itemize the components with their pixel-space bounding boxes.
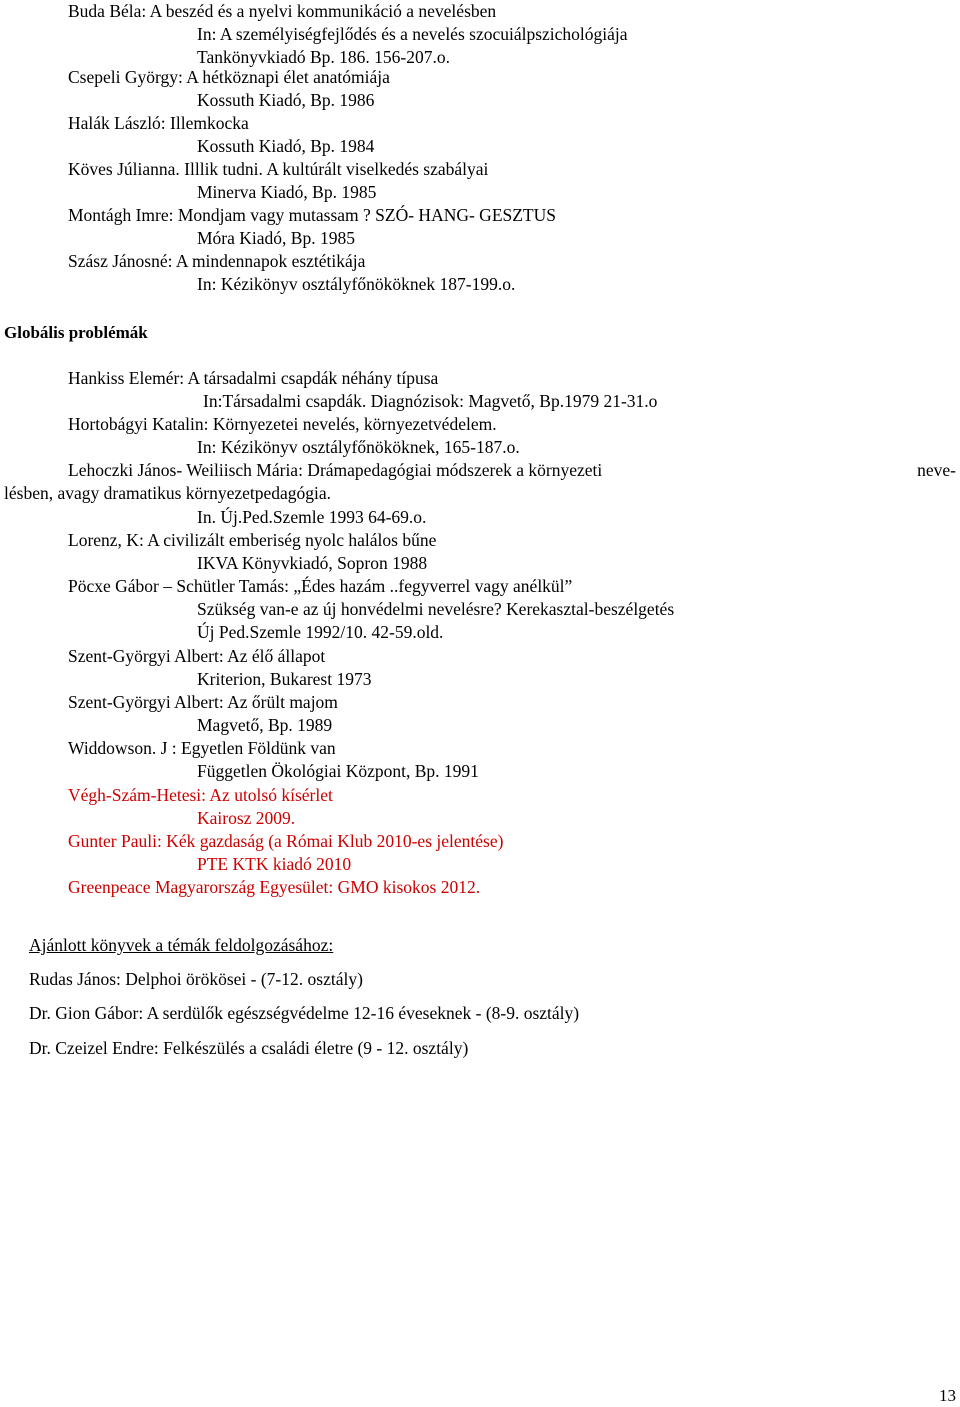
bib-entry-author: Szent-Györgyi Albert: Az élő állapot [68, 646, 326, 666]
bib-entry-continuation: lésben, avagy dramatikus környezetpedagógia. [4, 483, 332, 503]
bib-entry-detail: Kossuth Kiadó, Bp. 1986 [197, 90, 375, 110]
bib-entry-detail: Új Ped.Szemle 1992/10. 42-59.old. [197, 622, 444, 642]
bib-entry-detail: Kossuth Kiadó, Bp. 1984 [197, 136, 375, 156]
bib-entry-detail: In: Kézikönyv osztályfőnököknek, 165-187.o. [197, 437, 520, 457]
bib-entry-author: Montágh Imre: Mondjam vagy mutassam ? SZÓ- HANG- GESZTUS [68, 205, 556, 225]
bib-entry-author: Pöcxe Gábor – Schütler Tamás: „Édes hazám ..fegyverrel vagy anélkül” [68, 576, 573, 596]
bib-entry-detail: Kriterion, Bukarest 1973 [197, 669, 372, 689]
hyphenated-word-part: neve- [917, 460, 956, 480]
page-number: 13 [939, 1386, 956, 1405]
bib-entry-author-highlighted: Végh-Szám-Hetesi: Az utolsó kísérlet [68, 785, 333, 805]
bib-entry-detail: In. Új.Ped.Szemle 1993 64-69.o. [197, 507, 427, 527]
bib-entry-detail: In: Kézikönyv osztályfőnököknek 187-199.o. [197, 274, 516, 294]
bib-entry-author: Buda Béla: A beszéd és a nyelvi kommunikáció a nevelésben [68, 1, 497, 21]
bib-entry-author: Köves Júlianna. Illlik tudni. A kultúrált viselkedés szabályai [68, 159, 489, 179]
bib-entry-detail: In: A személyiségfejlődés és a nevelés szocuiálpszichológiája [197, 24, 628, 44]
bib-entry-detail-highlighted: PTE KTK kiadó 2010 [197, 854, 352, 874]
bib-entry-author: Lorenz, K: A civilizált emberiség nyolc halálos bűne [68, 530, 437, 550]
bib-entry-author: Hortobágyi Katalin: Környezetei nevelés, környezetvédelem. [68, 414, 497, 434]
recommended-item: Rudas János: Delphoi örökösei - (7-12. osztály) [29, 969, 363, 989]
bib-entry-author-highlighted: Gunter Pauli: Kék gazdaság (a Római Klub 2010-es jelentése) [68, 831, 504, 851]
bib-entry-detail: Minerva Kiadó, Bp. 1985 [197, 182, 377, 202]
bib-entry-author: Hankiss Elemér: A társadalmi csapdák néhány típusa [68, 368, 439, 388]
bib-entry-author: Lehoczki János- Weiliisch Mária: Drámapedagógiai módszerek a környezeti [68, 460, 603, 480]
recommended-heading: Ajánlott könyvek a témák feldolgozásához: [29, 935, 334, 955]
bib-entry-author: Szent-Györgyi Albert: Az őrült majom [68, 692, 338, 712]
bib-entry-detail: IKVA Könyvkiadó, Sopron 1988 [197, 553, 428, 573]
bib-entry-author: Csepeli György: A hétköznapi élet anatómiája [68, 67, 390, 87]
bib-entry-detail: Tankönyvkiadó Bp. 186. 156-207.o. [197, 47, 450, 67]
bib-entry-detail: Móra Kiadó, Bp. 1985 [197, 228, 355, 248]
bib-entry-detail: Független Ökológiai Központ, Bp. 1991 [197, 761, 479, 781]
bib-entry-author-highlighted: Greenpeace Magyarország Egyesület: GMO kisokos 2012. [68, 877, 481, 897]
bib-entry-author: Widdowson. J : Egyetlen Földünk van [68, 738, 336, 758]
bib-entry-author: Halák László: Illemkocka [68, 113, 249, 133]
bib-entry-detail: In:Társadalmi csapdák. Diagnózisok: Magvető, Bp.1979 21-31.o [203, 391, 658, 411]
section-heading-global-problems: Globális problémák [4, 323, 148, 342]
bib-entry-detail: Szükség van-e az új honvédelmi nevelésre? Kerekasztal-beszélgetés [197, 599, 675, 619]
recommended-item: Dr. Czeizel Endre: Felkészülés a családi életre (9 - 12. osztály) [29, 1038, 469, 1058]
bib-entry-detail: Magvető, Bp. 1989 [197, 715, 333, 735]
recommended-item: Dr. Gion Gábor: A serdülők egészségvédelme 12-16 éveseknek - (8-9. osztály) [29, 1003, 580, 1023]
bib-entry-detail-highlighted: Kairosz 2009. [197, 808, 296, 828]
bib-entry-author: Szász Jánosné: A mindennapok esztétikája [68, 251, 366, 271]
